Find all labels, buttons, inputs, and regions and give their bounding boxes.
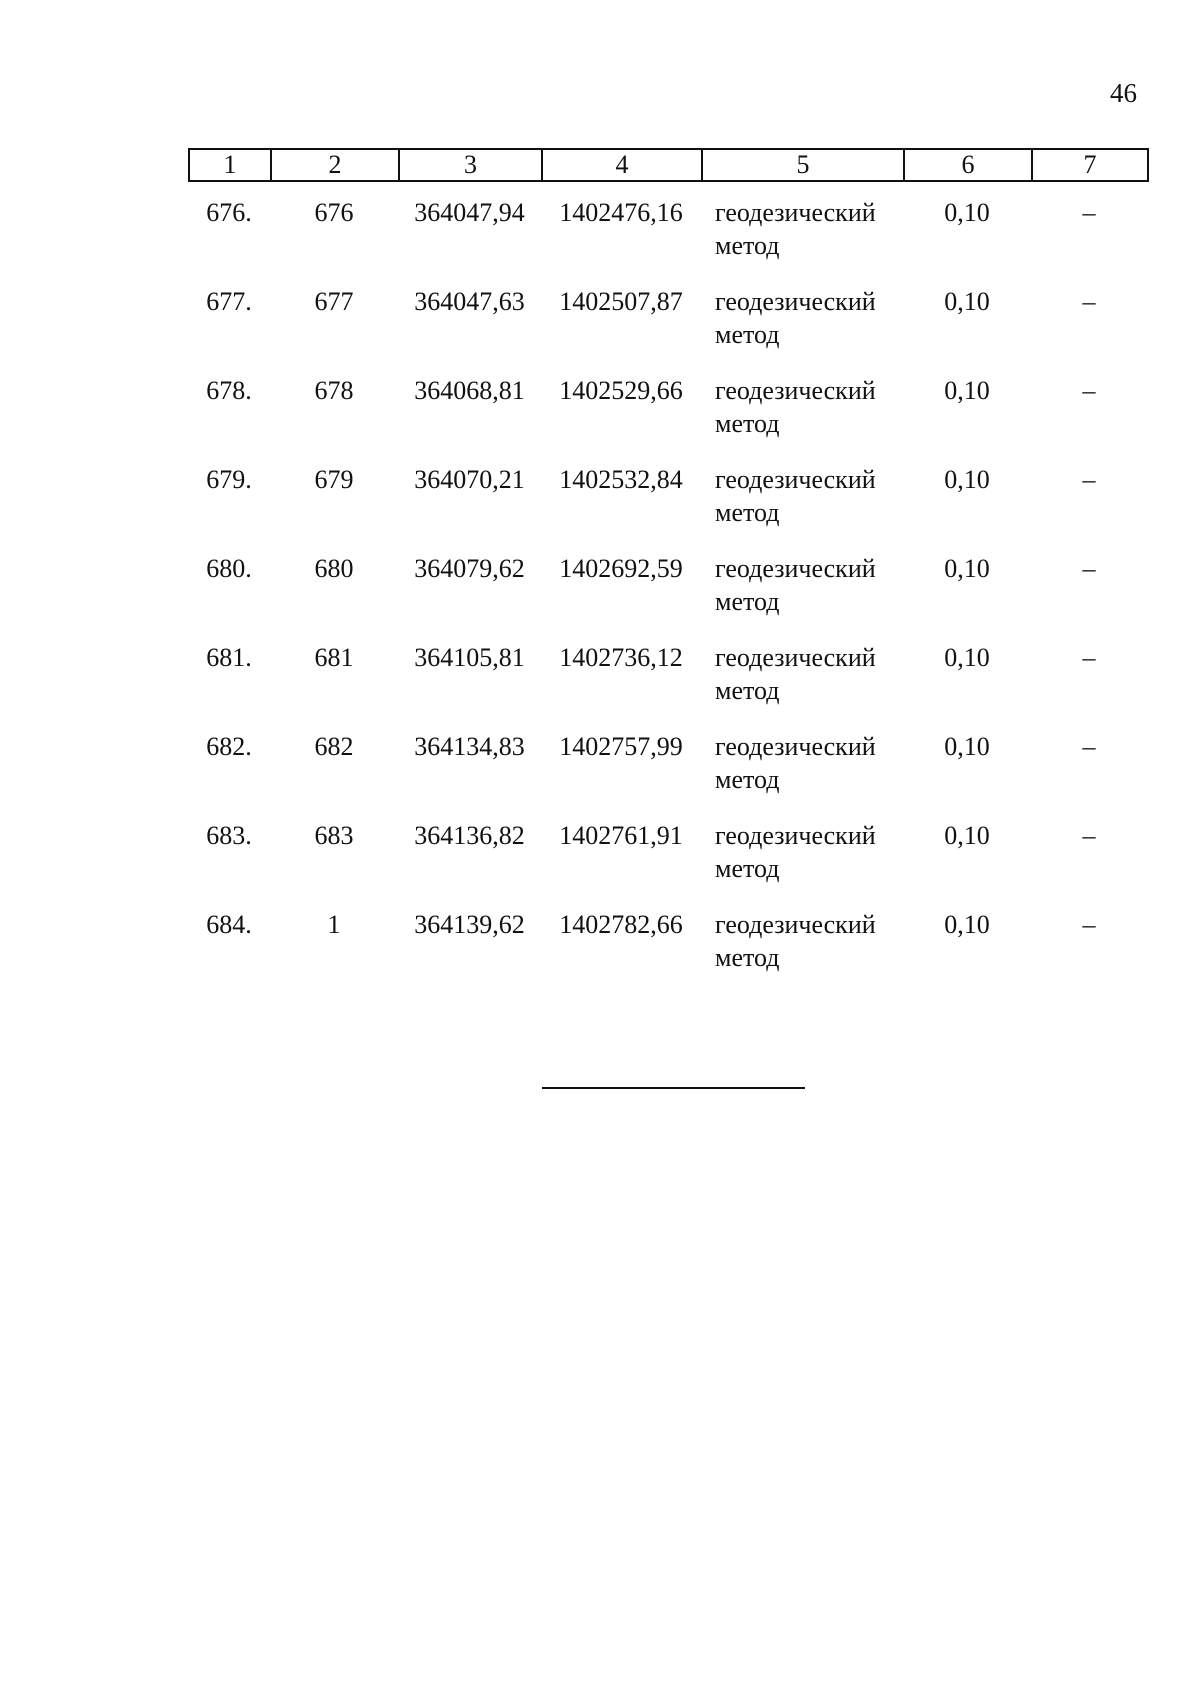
method-cell <box>701 641 903 730</box>
row-number-cell: 683. <box>206 821 252 850</box>
method-line-2: метод <box>715 231 780 260</box>
method-line-2: метод <box>715 765 780 794</box>
table-row <box>188 730 1147 819</box>
header-col-7: 7 <box>1032 149 1148 181</box>
point-number-cell: 681 <box>314 643 354 672</box>
coordinates-table <box>188 196 1147 997</box>
table-row <box>188 374 1147 463</box>
header-col-3: 3 <box>399 149 542 181</box>
point-number-cell: 680 <box>314 554 354 583</box>
table-row <box>188 552 1147 641</box>
coordinate-y-cell: 1402736,12 <box>559 643 683 672</box>
coordinate-y-cell: 1402507,87 <box>559 287 683 316</box>
method-line-2: метод <box>715 498 780 527</box>
method-line-1: геодезический <box>715 376 876 405</box>
note-cell: – <box>1082 554 1096 583</box>
method-line-1: геодезический <box>715 198 876 227</box>
method-line-1: геодезический <box>715 821 876 850</box>
coordinate-x-cell: 364047,94 <box>414 198 525 227</box>
row-number-cell: 677. <box>206 287 252 316</box>
method-cell <box>701 730 903 819</box>
note-cell: – <box>1082 732 1096 761</box>
accuracy-cell: 0,10 <box>944 376 990 405</box>
method-line-1: геодезический <box>715 287 876 316</box>
method-line-1: геодезический <box>715 910 876 939</box>
note-cell: – <box>1082 376 1096 405</box>
coordinate-x-cell: 364134,83 <box>414 732 525 761</box>
method-cell <box>701 552 903 641</box>
accuracy-cell: 0,10 <box>944 198 990 227</box>
coordinate-y-cell: 1402529,66 <box>559 376 683 405</box>
coordinate-x-cell: 364047,63 <box>414 287 525 316</box>
coordinate-x-cell: 364139,62 <box>414 910 525 939</box>
point-number-cell: 683 <box>314 821 354 850</box>
point-number-cell: 678 <box>314 376 354 405</box>
method-cell <box>701 285 903 374</box>
accuracy-cell: 0,10 <box>944 732 990 761</box>
table-row <box>188 641 1147 730</box>
coordinate-y-cell: 1402782,66 <box>559 910 683 939</box>
row-number-cell: 681. <box>206 643 252 672</box>
coordinate-x-cell: 364079,62 <box>414 554 525 583</box>
note-cell: – <box>1082 287 1096 316</box>
method-line-1: геодезический <box>715 554 876 583</box>
coordinate-y-cell: 1402761,91 <box>559 821 683 850</box>
method-line-1: геодезический <box>715 732 876 761</box>
coordinate-x-cell: 364105,81 <box>414 643 525 672</box>
row-number-cell: 679. <box>206 465 252 494</box>
header-col-2: 2 <box>271 149 399 181</box>
coordinate-y-cell: 1402692,59 <box>559 554 683 583</box>
point-number-cell: 677 <box>314 287 354 316</box>
column-number-header <box>188 148 1149 182</box>
row-number-cell: 680. <box>206 554 252 583</box>
page-number: 46 <box>1110 78 1137 108</box>
method-cell <box>701 908 903 997</box>
accuracy-cell: 0,10 <box>944 643 990 672</box>
coordinate-x-cell: 364136,82 <box>414 821 525 850</box>
method-cell <box>701 374 903 463</box>
row-number-cell: 684. <box>206 910 252 939</box>
note-cell: – <box>1082 821 1096 850</box>
coordinate-x-cell: 364070,21 <box>414 465 525 494</box>
point-number-cell: 679 <box>314 465 354 494</box>
method-cell <box>701 819 903 908</box>
coordinate-y-cell: 1402757,99 <box>559 732 683 761</box>
note-cell: – <box>1082 198 1096 227</box>
accuracy-cell: 0,10 <box>944 910 990 939</box>
note-cell: – <box>1082 910 1096 939</box>
method-line-2: метод <box>715 320 780 349</box>
accuracy-cell: 0,10 <box>944 554 990 583</box>
point-number-cell: 682 <box>314 732 354 761</box>
accuracy-cell: 0,10 <box>944 287 990 316</box>
row-number-cell: 678. <box>206 376 252 405</box>
point-number-cell: 1 <box>327 910 341 939</box>
header-col-1: 1 <box>189 149 271 181</box>
end-of-table-rule <box>542 1087 805 1089</box>
method-cell <box>701 196 903 285</box>
header-col-5: 5 <box>702 149 904 181</box>
accuracy-cell: 0,10 <box>944 821 990 850</box>
table-row <box>188 819 1147 908</box>
header-col-6: 6 <box>904 149 1032 181</box>
method-line-1: геодезический <box>715 643 876 672</box>
method-line-2: метод <box>715 676 780 705</box>
header-col-4: 4 <box>542 149 702 181</box>
table-row <box>188 285 1147 374</box>
method-cell <box>701 463 903 552</box>
method-line-2: метод <box>715 587 780 616</box>
accuracy-cell: 0,10 <box>944 465 990 494</box>
note-cell: – <box>1082 465 1096 494</box>
method-line-1: геодезический <box>715 465 876 494</box>
table-row <box>188 908 1147 997</box>
row-number-cell: 682. <box>206 732 252 761</box>
method-line-2: метод <box>715 943 780 972</box>
row-number-cell: 676. <box>206 198 252 227</box>
method-line-2: метод <box>715 854 780 883</box>
table-row <box>188 196 1147 285</box>
note-cell: – <box>1082 643 1096 672</box>
point-number-cell: 676 <box>314 198 354 227</box>
coordinate-y-cell: 1402532,84 <box>559 465 683 494</box>
table-row <box>188 463 1147 552</box>
method-line-2: метод <box>715 409 780 438</box>
coordinate-x-cell: 364068,81 <box>414 376 525 405</box>
coordinate-y-cell: 1402476,16 <box>559 198 683 227</box>
